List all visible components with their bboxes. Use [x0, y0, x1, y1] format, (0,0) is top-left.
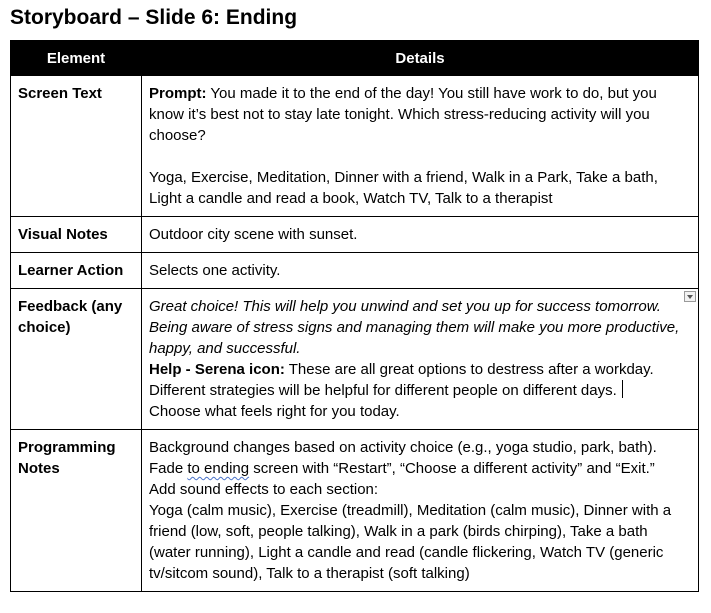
feedback-closing: Choose what feels right for you today.	[149, 403, 400, 420]
text-cursor	[622, 380, 623, 398]
row-label-learner-action: Learner Action	[11, 253, 142, 289]
row-label-visual-notes: Visual Notes	[11, 217, 142, 253]
table-header-row	[11, 41, 699, 76]
dropdown-arrow-icon[interactable]	[684, 291, 696, 302]
help-paragraph	[149, 359, 691, 401]
feedback-italic-text: Great choice! This will help you unwind and set you up for success tomorrow. Being aware of stress signs and managing them will make you more productive, happy, and successful.	[149, 298, 680, 357]
row-details-visual-notes[interactable]: Outdoor city scene with sunset.	[142, 217, 699, 253]
header-element: Element	[11, 41, 142, 76]
row-label-screen-text: Screen Text	[11, 76, 142, 217]
programming-line-2-start: Fade	[149, 460, 188, 477]
spellcheck-underline: to ending	[187, 460, 250, 477]
programming-line-2-end: screen with “Restart”, “Choose a different activity” and “Exit.”	[249, 460, 655, 477]
help-label: Help - Serena icon:	[149, 361, 285, 378]
header-details: Details	[142, 41, 699, 76]
table-row-visual-notes	[11, 217, 699, 253]
programming-line-2	[149, 458, 691, 479]
row-label-programming-notes: Programming Notes	[11, 430, 142, 592]
activity-options: Yoga, Exercise, Meditation, Dinner with a friend, Walk in a Park, Take a bath, Light a candle and read a book, Watch TV, Talk to a therapist	[149, 169, 658, 207]
row-details-programming-notes[interactable]	[142, 430, 699, 592]
table-row-feedback	[11, 289, 699, 430]
prompt-text: You made it to the end of the day! You still have work to do, but you know it’s best not to stay late tonight. Which stress-reducing activity will you choose?	[149, 85, 657, 144]
page-title: Storyboard – Slide 6: Ending	[10, 6, 298, 29]
prompt-paragraph	[149, 83, 691, 146]
table-row-programming-notes	[11, 430, 699, 592]
programming-line-1: Background changes based on activity choice (e.g., yoga studio, park, bath).	[149, 439, 657, 456]
table-row-learner-action	[11, 253, 699, 289]
row-details-feedback[interactable]	[142, 289, 699, 430]
row-details-screen-text[interactable]	[142, 76, 699, 217]
programming-line-3: Add sound effects to each section:	[149, 481, 379, 498]
table-row-screen-text	[11, 76, 699, 217]
programming-line-4: Yoga (calm music), Exercise (treadmill), Meditation (calm music), Dinner with a friend (low, soft, people talking), Walk in a park (birds chirping), Take a bath (water running), Light a candle and read (candle flickering, Watch TV (generic tv/sitcom sound), Talk to a therapist (soft talking)	[149, 502, 672, 582]
row-details-learner-action[interactable]: Selects one activity.	[142, 253, 699, 289]
help-text: These are all great options to destress after a workday. Different strategies will be helpful for different people on different days.	[149, 361, 654, 399]
row-label-feedback: Feedback (any choice)	[11, 289, 142, 430]
storyboard-table	[10, 40, 699, 592]
prompt-label: Prompt:	[149, 85, 207, 102]
